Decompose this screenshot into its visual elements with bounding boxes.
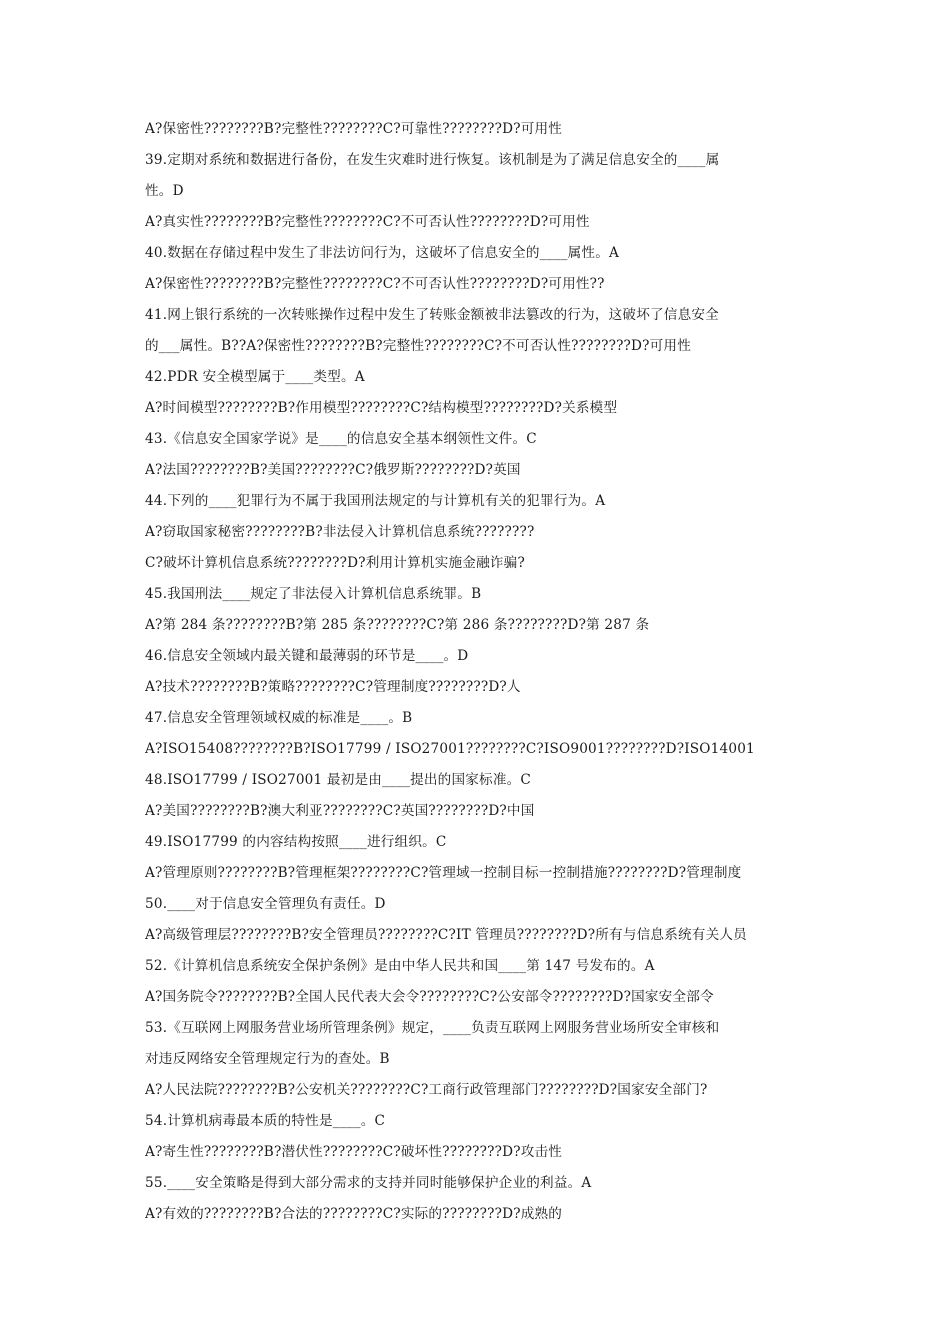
text-line: A?真实性????????B?完整性????????C?不可否认性????????D?可用性 bbox=[145, 214, 590, 230]
text-line: 对违反网络安全管理规定行为的查处。B bbox=[145, 1051, 390, 1067]
text-line: 47.信息安全管理领域权威的标准是____。B bbox=[145, 710, 413, 726]
text-line: 45.我国刑法____规定了非法侵入计算机信息系统罪。B bbox=[145, 586, 482, 602]
text-line: 39.定期对系统和数据进行备份，在发生灾难时进行恢复。该机制是为了满足信息安全的____属 bbox=[145, 152, 720, 168]
text-line: A?高级管理层????????B?安全管理员????????C?IT 管理员????????D?所有与信息系统有关人员 bbox=[145, 927, 747, 943]
text-line: 50.____对于信息安全管理负有责任。D bbox=[145, 896, 386, 912]
text-line: A?国务院令????????B?全国人民代表大会令????????C?公安部令????????D?国家安全部令 bbox=[145, 989, 714, 1005]
text-line: A?保密性????????B?完整性????????C?不可否认性????????D?可用性?? bbox=[145, 276, 605, 292]
text-line: 40.数据在存储过程中发生了非法访问行为，这破坏了信息安全的____属性。A bbox=[145, 245, 620, 261]
text-line: 43.《信息安全国家学说》是____的信息安全基本纲领性文件。C bbox=[145, 431, 537, 447]
text-line: 41.网上银行系统的一次转账操作过程中发生了转账金额被非法篡改的行为，这破坏了信息安全 bbox=[145, 307, 719, 323]
text-line: A?法国????????B?美国????????C?俄罗斯????????D?英国 bbox=[145, 462, 521, 478]
text-line: A?ISO15408????????B?ISO17799 / ISO27001????????C?ISO9001????????D?ISO14001 bbox=[145, 741, 755, 757]
text-line: 46.信息安全领域内最关键和最薄弱的环节是____。D bbox=[145, 648, 469, 664]
text-line: A?人民法院????????B?公安机关????????C?工商行政管理部门????????D?国家安全部门? bbox=[145, 1082, 708, 1098]
text-line: 52.《计算机信息系统安全保护条例》是由中华人民共和国____第 147 号发布的。A bbox=[145, 958, 655, 974]
text-line: 性。D bbox=[145, 183, 184, 199]
text-line: 55.____安全策略是得到大部分需求的支持并同时能够保护企业的利益。A bbox=[145, 1175, 592, 1191]
text-line: 53.《互联网上网服务营业场所管理条例》规定，____负责互联网上网服务营业场所安全审核和 bbox=[145, 1020, 720, 1036]
text-line: 44.下列的____犯罪行为不属于我国刑法规定的与计算机有关的犯罪行为。A bbox=[145, 493, 606, 509]
text-line: 49.ISO17799 的内容结构按照____进行组织。C bbox=[145, 834, 447, 850]
text-line: 48.ISO17799 / ISO27001 最初是由____提出的国家标准。C bbox=[145, 772, 532, 788]
text-line: A?美国????????B?澳大利亚????????C?英国????????D?中国 bbox=[145, 803, 535, 819]
text-line: A?第 284 条????????B?第 285 条????????C?第 286 条????????D?第 287 条 bbox=[145, 617, 650, 633]
document-body bbox=[145, 114, 815, 1230]
text-line: C?破坏计算机信息系统????????D?利用计算机实施金融诈骗? bbox=[145, 555, 525, 571]
text-line: A?时间模型????????B?作用模型????????C?结构模型????????D?关系模型 bbox=[145, 400, 618, 416]
text-line: A?保密性????????B?完整性????????C?可靠性????????D?可用性 bbox=[145, 121, 563, 137]
text-line: 的___属性。B??A?保密性????????B?完整性????????C?不可否认性????????D?可用性 bbox=[145, 338, 692, 354]
text-line: A?窃取国家秘密????????B?非法侵入计算机信息系统???????? bbox=[145, 524, 535, 540]
text-line: A?技术????????B?策略????????C?管理制度????????D?人 bbox=[145, 679, 521, 695]
text-line: A?有效的????????B?合法的????????C?实际的????????D?成熟的 bbox=[145, 1206, 563, 1222]
text-line: 54.计算机病毒最本质的特性是____。C bbox=[145, 1113, 386, 1129]
text-line: A?管理原则????????B?管理框架????????C?管理域一控制目标一控制措施????????D?管理制度 bbox=[145, 865, 742, 881]
text-line: 42.PDR 安全模型属于____类型。A bbox=[145, 369, 365, 385]
text-line: A?寄生性????????B?潜伏性????????C?破坏性????????D?攻击性 bbox=[145, 1144, 563, 1160]
